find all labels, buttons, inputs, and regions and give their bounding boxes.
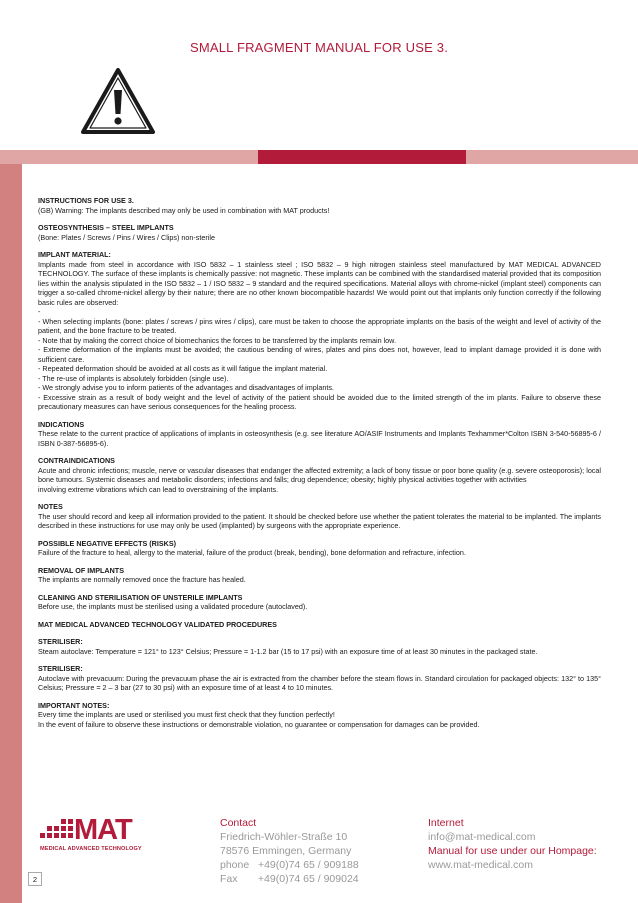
- contact-heading: Contact: [220, 817, 257, 829]
- section-text: Autoclave with prevacuum: During the prevacuum phase the air is extracted from the chamber before the steam flows in. Standard circulation for packaged objects: 132° to 135° Celsius; Pressure = 2 – 3 bar (27 to 30 psi) with an exposure time of at least 4 to 10 minutes.: [38, 673, 601, 692]
- section-text: involving extreme vibrations which can lead to overstraining of the implants.: [38, 484, 279, 494]
- section: [38, 456, 601, 494]
- section: [38, 620, 601, 630]
- section-heading: INDICATIONS: [38, 419, 85, 429]
- section-text: -: [38, 307, 41, 316]
- section-text: - Note that by making the correct choice of biomechanics the forces to be transferred by the implants remain low.: [38, 335, 396, 345]
- manual-note: Manual for use under our Hompage:: [428, 845, 597, 857]
- section: [38, 664, 601, 693]
- section: [38, 250, 601, 412]
- header-band-left: [0, 150, 258, 164]
- section-heading: STERILISER:: [38, 664, 83, 673]
- contact-fax: Fax +49(0)74 65 / 909024: [220, 873, 359, 885]
- page-number: 2: [28, 872, 42, 886]
- section-heading: CLEANING AND STERILISATION OF UNSTERILE IMPLANTS: [38, 592, 243, 602]
- section-text: - Repeated deformation should be avoided at all costs as it will fatigue the implant material.: [38, 364, 328, 373]
- header-band-right: [466, 150, 638, 164]
- section-heading: REMOVAL OF IMPLANTS: [38, 565, 124, 575]
- header-band-accent: [258, 150, 466, 164]
- section-text: The user should record and keep all information provided to the patient. It should be checked before use whether the patient tolerates the material to be implanted. The implants described in these instructions for use may only be used (implanted) by surgeons with the appropriate experience.: [38, 511, 601, 530]
- section: [38, 502, 601, 531]
- internet-block: [428, 816, 597, 872]
- section: [38, 223, 601, 242]
- contact-phone: phone +49(0)74 65 / 909188: [220, 859, 359, 871]
- section-text: - Excessive strain as a result of body weight and the level of activity of the patient should be avoided due to the limited strength of the im plants. Failure to observe these precautionary measures can have serious consequences for the healing process.: [38, 392, 601, 411]
- section-text: (GB) Warning: The implants described may only be used in combination with MAT products!: [38, 205, 330, 215]
- section-heading: STERILISER:: [38, 637, 83, 646]
- section-text: Acute and chronic infections; muscle, nerve or vascular diseases that endanger the affected extremity; a lack of bony tissue or poor bone quality (e.g. severe osteoporosis); local bone tumours. Systemic diseases and metabolic disorders; infections and falls; drug dependence; obesity; highly physical activities together with activities: [38, 465, 601, 484]
- section-heading: INSTRUCTIONS FOR USE 3.: [38, 196, 134, 205]
- section-text: - Extreme deformation of the implants must be avoided; the cautious bending of wires, plates and pins does not, however, lead to implant damage provided it is done with sufficient care.: [38, 345, 601, 364]
- section-text: Before use, the implants must be sterilised using a validated procedure (autoclaved).: [38, 602, 308, 611]
- section-text: - The re-use of implants is absolutely forbidden (single use).: [38, 373, 229, 383]
- section: [38, 637, 601, 656]
- website-link[interactable]: www.mat-medical.com: [428, 859, 534, 871]
- section-text: The implants are normally removed once the fracture has healed.: [38, 575, 246, 584]
- section-heading: IMPLANT MATERIAL:: [38, 250, 111, 259]
- section-text: Failure of the fracture to heal, allergy to the material, failure of the product (break, bending), bone deformation and refracture, infection.: [38, 548, 466, 557]
- section-text: These relate to the current practice of applications of implants in osteosynthesis (e.g. see literature AO/ASIF Instruments and Implants Texhammer*Colton ISBN 3-540-56895-6 / ISBN 0-387-56895-6).: [38, 429, 601, 448]
- section-heading: CONTRAINDICATIONS: [38, 456, 115, 465]
- company-logo: [40, 815, 180, 855]
- section-text: In the event of failure to observe these instructions or demonstrable violation, no guarantee or compensation for damages can be provided.: [38, 719, 480, 729]
- logo-text: MAT: [74, 814, 132, 846]
- section-heading: OSTEOSYNTHESIS – STEEL IMPLANTS: [38, 223, 174, 232]
- warning-triangle-icon: [81, 68, 155, 134]
- section: [38, 566, 601, 585]
- section-text: Every time the implants are used or sterilised you must first check that they function perfectly!: [38, 710, 335, 719]
- section: [38, 420, 601, 449]
- section: [38, 539, 601, 558]
- section-text: (Bone: Plates / Screws / Pins / Wires / Clips) non-sterile: [38, 232, 215, 242]
- section-heading: MAT MEDICAL ADVANCED TECHNOLOGY VALIDATED PROCEDURES: [38, 619, 277, 629]
- section-heading: POSSIBLE NEGATIVE EFFECTS (RISKS): [38, 538, 177, 548]
- contact-street: Friedrich-Wöhler-Straße 10: [220, 831, 348, 843]
- section-heading: IMPORTANT NOTES:: [38, 700, 110, 710]
- side-bar: [0, 164, 22, 903]
- section: [38, 196, 601, 215]
- section-text: - When selecting implants (bone: plates / screws / pins wires / clips), care must be taken to choose the appropriate implants on the basis of the weight and level of activity of the patient, and the bone fracture to be treated.: [38, 316, 601, 335]
- internet-heading: Internet: [428, 817, 464, 829]
- contact-block: [220, 816, 359, 886]
- email-link[interactable]: info@mat-medical.com: [428, 831, 536, 843]
- contact-city: 78576 Emmingen, Germany: [220, 845, 352, 857]
- section-text: Steam autoclave: Temperature = 121° to 123° Celsius; Pressure = 1-1.2 bar (15 to 17 psi) with an exposure time of at least 30 minutes in the packaged state.: [38, 646, 538, 656]
- section: [38, 593, 601, 612]
- page-title: SMALL FRAGMENT MANUAL FOR USE 3.: [189, 40, 449, 55]
- section-text: Implants made from steel in accordance with ISO 5832 – 1 stainless steel ; ISO 5832 – 9 high nitrogen stainless steel manufactured by MAT MEDICAL ADVANCED TECHNOLOGY. The surface of these implants is chemically passive: not magnetic. These implants can be combined with the standardised material provided that its composition lies within the analysis stipulated in the ISO 5832 – 1 / ISO 5832 – 9 standard and the required specifications. Material alloys with chrome-nickel (implant steel) components can trigger a so-called chrome-nickel allergy by their nature; there are no other known biocompatible hazards! We would point out that implants only function correctly if the following basic rules are observed:: [38, 259, 601, 307]
- document-body: [38, 196, 601, 737]
- logo-subtitle: MEDICAL ADVANCED TECHNOLOGY: [40, 846, 142, 852]
- section-text: - We strongly advise you to inform patients of the advantages and disadvantages of implants.: [38, 383, 334, 392]
- section: [38, 701, 601, 730]
- section-heading: NOTES: [38, 502, 63, 511]
